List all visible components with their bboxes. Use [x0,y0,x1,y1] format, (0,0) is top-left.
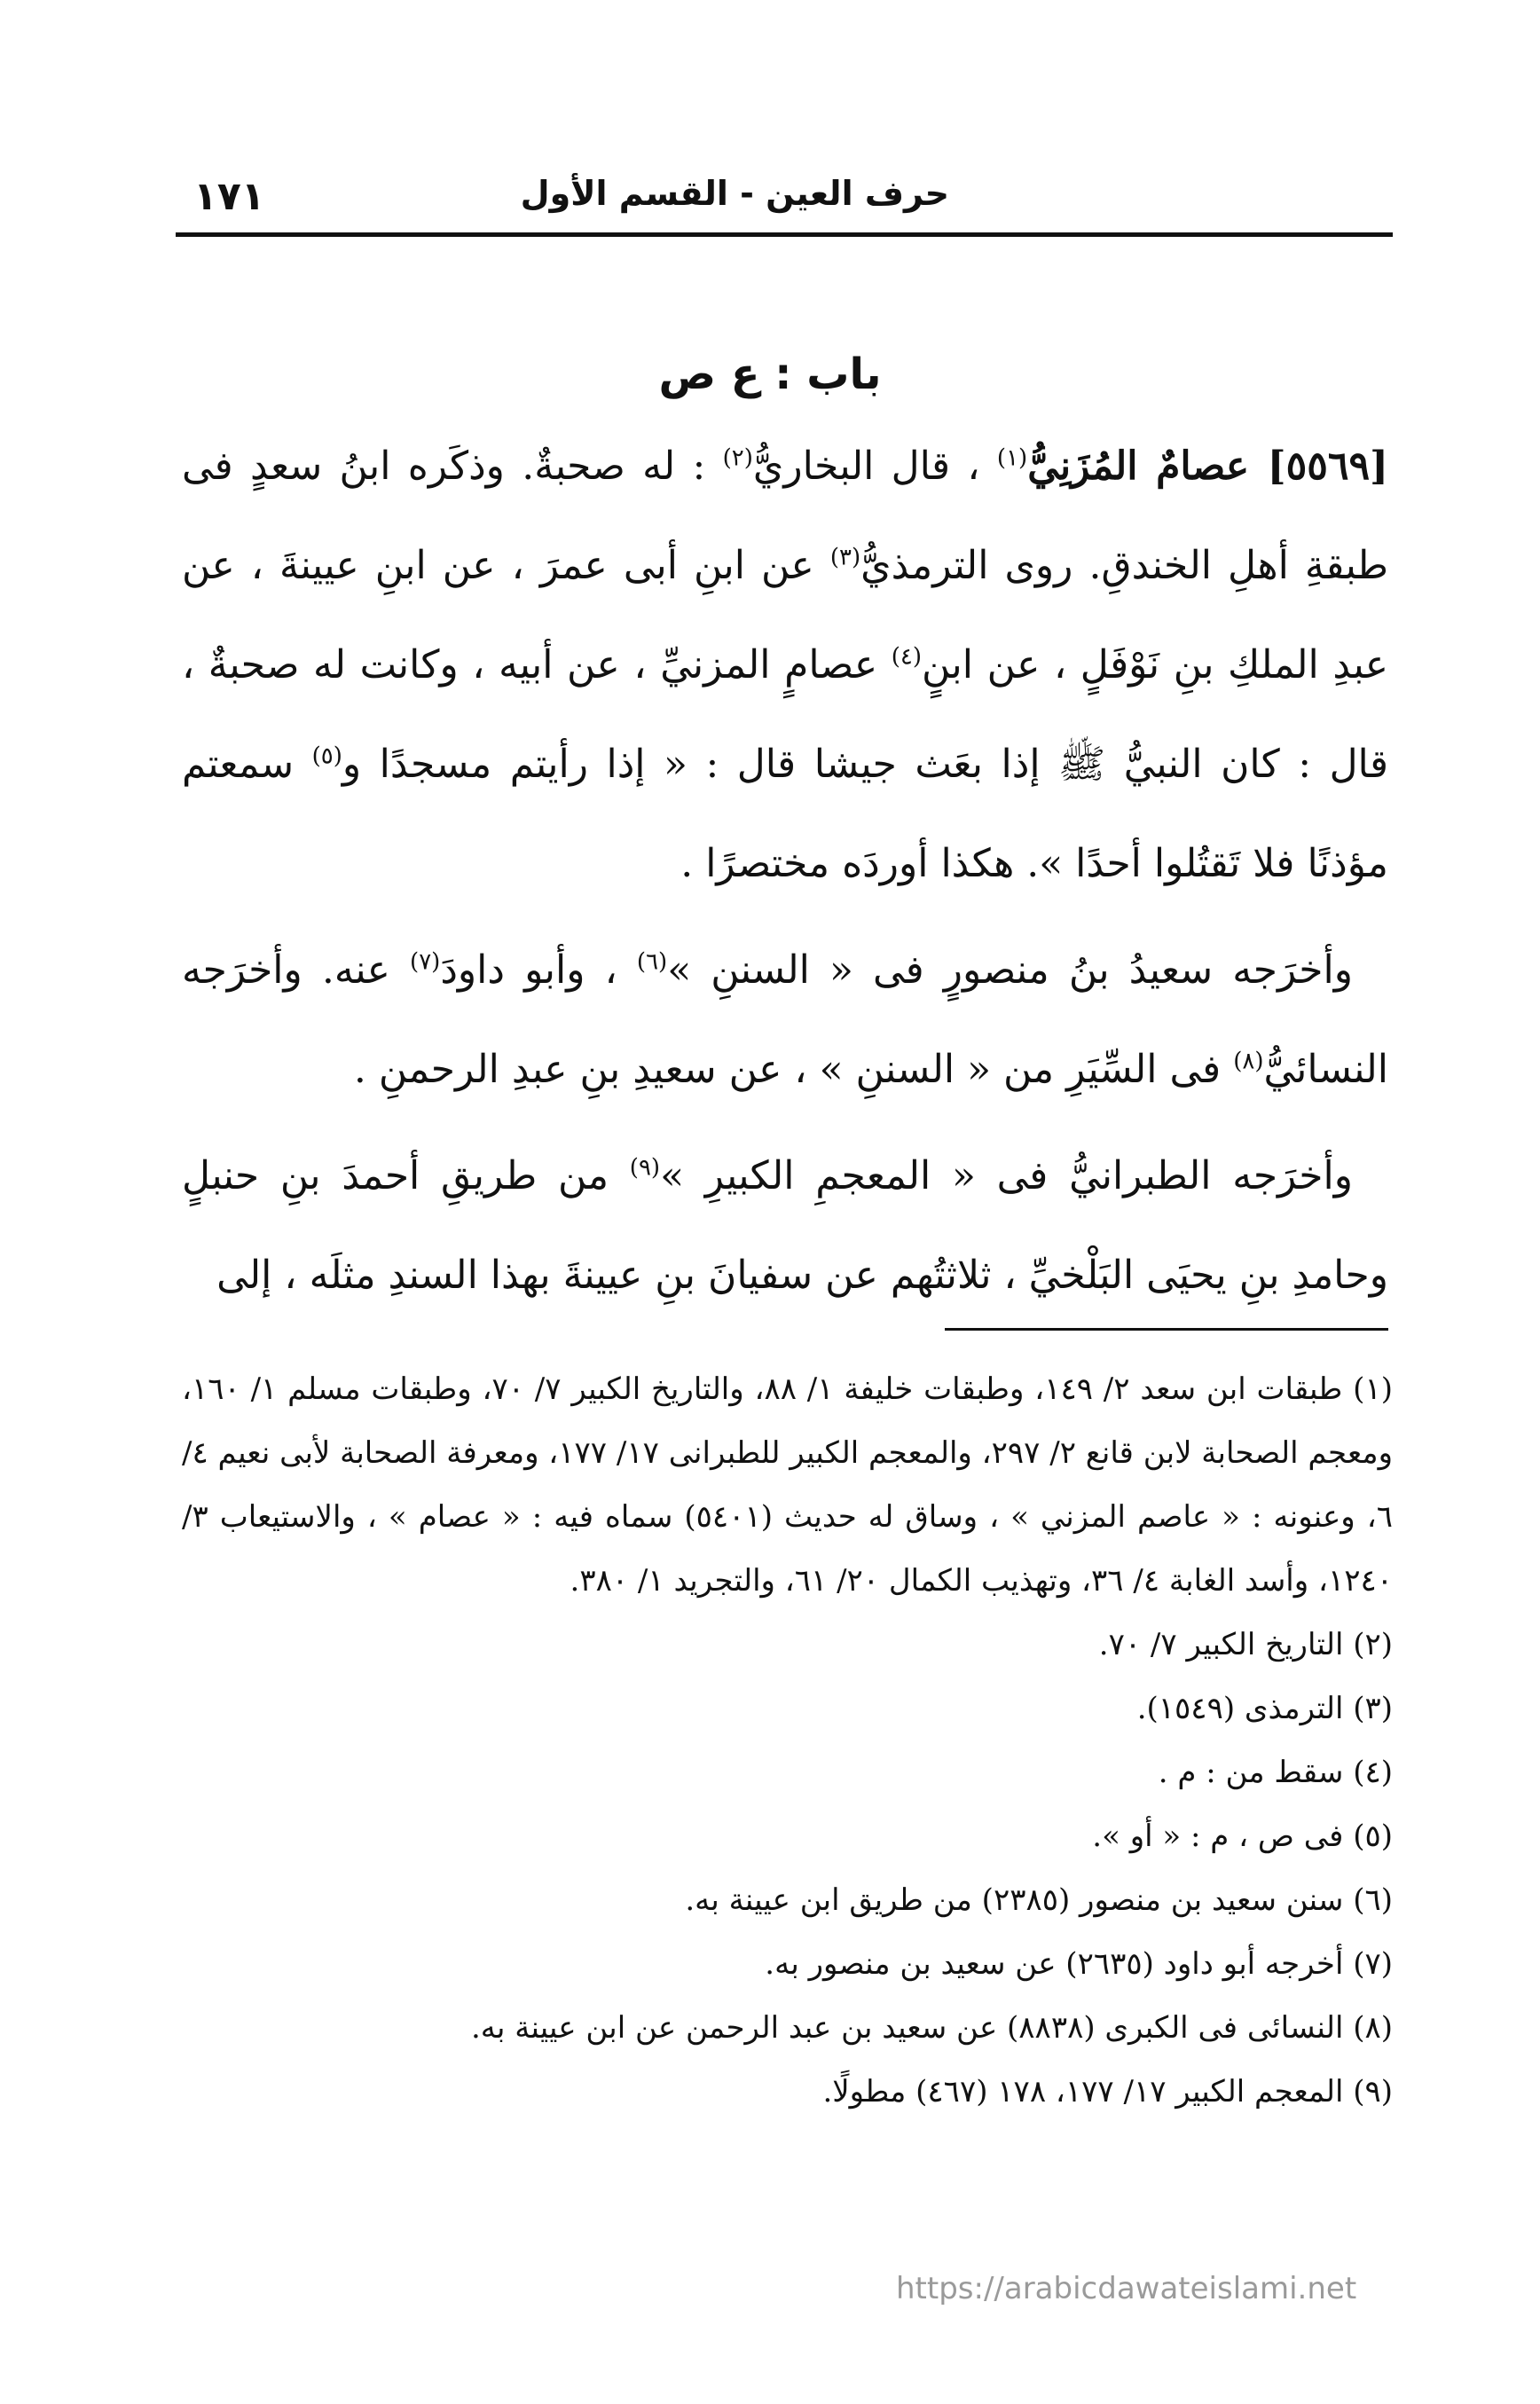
footnote-marker-8: (٨) [1233,1048,1264,1075]
text-segment: وأخرَجه الطبرانيُّ فى « المعجمِ الكبيرِ » [660,1153,1353,1198]
watermark-url: https://arabicdawateislami.net [896,2271,1357,2306]
footnote-7: (٧) أخرجه أبو داود (٢٦٣٥) عن سعيد بن منصور به. [765,1946,1393,1982]
text-segment: : له صحبةٌ. وذكَره ابنُ سعدٍ فى طبقةِ أهلِ الخندقِ. روى الترمذيُّ [182,444,1388,588]
running-title: حرف العين - القسم الأول [520,174,949,213]
entry-paragraph-1 [182,417,1388,914]
text-segment: عن ابنِ أبى عمرَ ، عن ابنِ عيينةَ ، عن عبدِ الملكِ بنِ نَوْفَلٍ ، عن ابنٍ [182,543,1388,687]
entry-paragraph-2 [182,921,1388,1120]
footnote-6: (٦) سنن سعيد بن منصور (٢٣٨٥) من طريق ابن عيينة به. [685,1882,1393,1918]
text-segment: فى السِّيَرِ من « السننِ » ، عن سعيدِ بنِ عبدِ الرحمنِ . [353,1047,1222,1092]
footnote-2: (٢) التاريخ الكبير ٧/ ٧٠. [1098,1627,1393,1662]
text-segment: من طريقِ أحمدَ بنِ حنبلٍ وحامدِ بنِ يحيَى البَلْخيِّ ، ثلاثتُهم عن سفيانَ بنِ عيينةَ بهذا السندِ مثلَه ، إلى [182,1153,1388,1298]
footnote-marker-4: (٤) [891,643,923,671]
footnote-marker-7: (٧) [410,948,441,976]
entry-heading: [٥٥٦٩] عصامٌ المُزَنِيُّ [1027,444,1388,489]
footnote-8: (٨) النسائى فى الكبرى (٨٨٣٨) عن سعيد بن عبد الرحمن عن ابن عيينة به. [470,2010,1393,2046]
footnote-marker-9: (٩) [629,1154,661,1182]
footnote-marker-5: (٥) [311,742,342,770]
text-segment: ، قال البخاريُّ [752,444,980,489]
section-title: باب : ع ص [658,350,882,399]
footnote-separator [945,1328,1388,1331]
footnote-marker-6: (٦) [636,948,668,976]
footnote-4: (٤) سقط من : م . [1158,1755,1393,1790]
main-text [182,417,1388,1325]
text-segment: ، وأبو داودَ [440,947,617,993]
footnotes [182,1357,1393,2124]
header-rule [176,232,1393,237]
page-number: ١٧١ [193,174,265,219]
footnote-marker-1: (١) [996,444,1028,472]
footnote-marker-3: (٣) [829,544,861,571]
text-segment: عصامٍ المزنيِّ ، عن أبيه ، وكانت له صحبةٌ ، قال : كان النبيُّ ﷺ إذا بعَث جيشا قال : « إذا رأيتم مسجدًا و [182,642,1388,787]
entry-paragraph-3 [182,1127,1388,1325]
footnote-9: (٩) المعجم الكبير ١٧/ ١٧٧، ١٧٨ (٤٦٧) مطولًا. [822,2074,1393,2109]
footnote-5: (٥) فى ص ، م : « أو ». [1092,1819,1393,1854]
footnote-3: (٣) الترمذى (١٥٤٩). [1136,1691,1393,1726]
text-segment: سمعتم مؤذنًا فلا تَقتُلوا أحدًا ». هكذا أوردَه مختصرًا . [182,742,1388,886]
footnote-1: (١) طبقات ابن سعد ٢/ ١٤٩، وطبقات خليفة ١/ ٨٨، والتاريخ الكبير ٧/ ٧٠، وطبقات مسلم ١/ ١٦٠، ومعجم الصحابة لابن قانع ٢/ ٢٩٧، والمعجم الكبير للطبرانى ١٧/ ١٧٧، ومعرفة الصحابة لأبى نعيم ٤/ ٦، وعنونه : « عاصم المزني » ، وساق له حديث (٥٤٠١) سماه فيه : « عصام » ، والاستيعاب ٣/ ١٢٤٠، وأسد الغابة ٤/ ٣٦، وتهذيب الكمال ٢٠/ ٦١، والتجريد ١/ ٣٨٠. [182,1371,1394,1599]
text-segment: عنه. وأخرَجه النسائيُّ [182,947,1388,1092]
footnote-marker-2: (٢) [722,444,753,472]
text-segment: وأخرَجه سعيدُ بنُ منصورٍ فى « السننِ » [667,947,1353,993]
page-header [176,160,1393,231]
